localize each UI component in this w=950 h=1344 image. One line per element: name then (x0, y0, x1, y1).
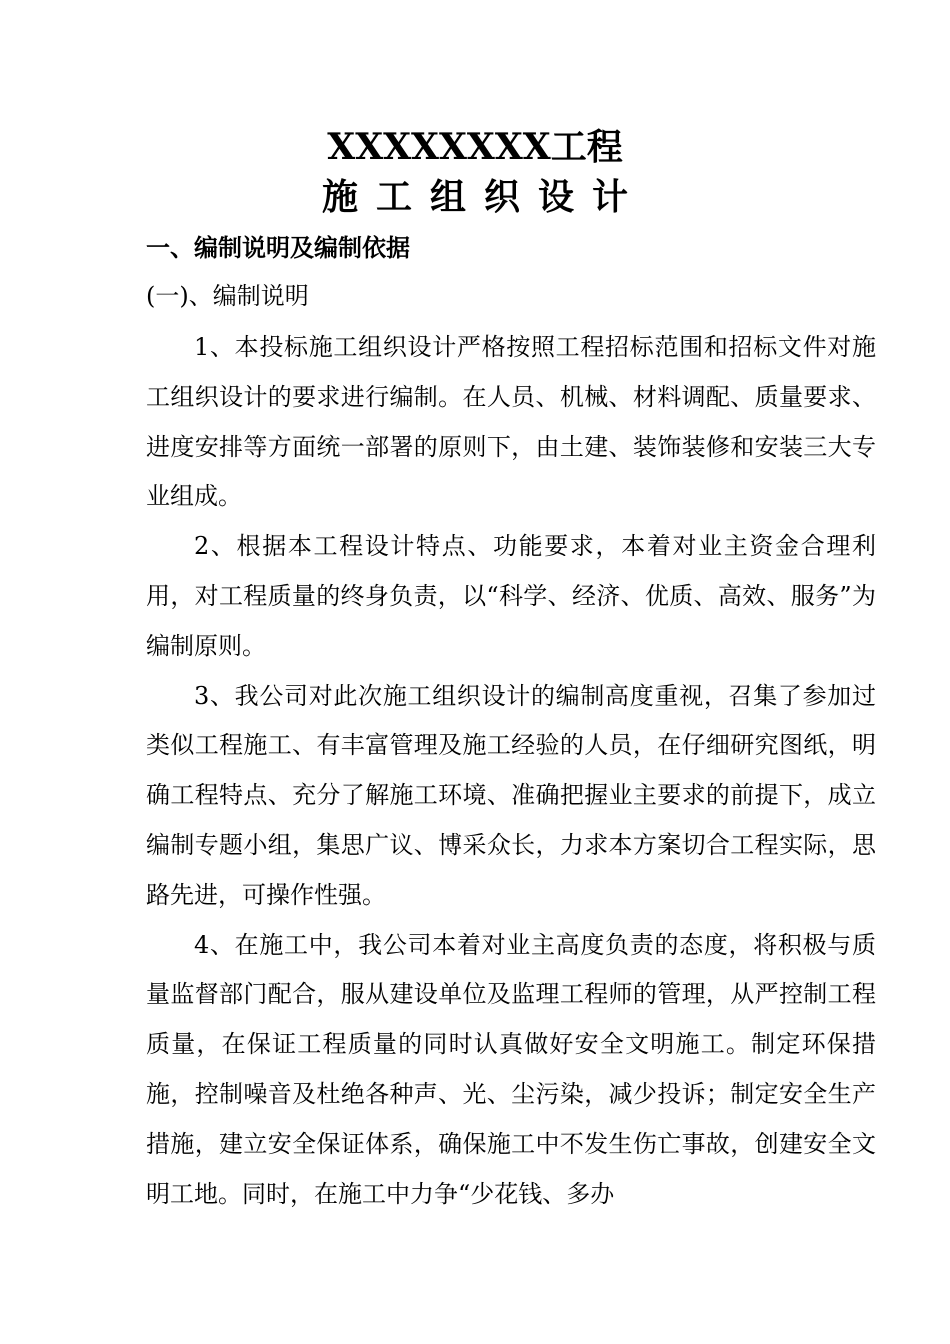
paragraph-3: 3、我公司对此次施工组织设计的编制高度重视，召集了参加过类似工程施工、有丰富管理及施工经验的人员，在仔细研究图纸，明确工程特点、充分了解施工环境、准确把握业主要求的前提下，成立编制专题小组，集思广议、博采众长，力求本方案切合工程实际，思路先进，可操作性强。 (146, 681, 876, 909)
sub-heading: (一)、编制说明 (146, 282, 309, 310)
paragraph-1: 1、本投标施工组织设计严格按照工程招标范围和招标文件对施工组织设计的要求进行编制。在人员、机械、材料调配、质量要求、进度安排等方面统一部署的原则下，由土建、装饰装修和安装三大专业组成。 (146, 333, 876, 511)
paragraph-2: 2、根据本工程设计特点、功能要求，本着对业主资金合理利用，对工程质量的终身负责，以“科学、经济、优质、高效、服务”为编制原则。 (146, 532, 876, 660)
paragraph-4: 4、在施工中，我公司本着对业主高度负责的态度，将积极与质量监督部门配合，服从建设单位及监理工程师的管理，从严控制工程质量，在保证工程质量的同时认真做好安全文明施工。制定环保措施，控制噪音及杜绝各种声、光、尘污染，减少投诉；制定安全生产措施，建立安全保证体系，确保施工中不发生伤亡事故，创建安全文明工地。同时，在施工中力争“少花钱、多办 (146, 930, 876, 1208)
body-text (146, 323, 876, 1219)
document-title: XXXXXXXX工程 (327, 126, 623, 168)
document-subtitle: 施工组织设计 (321, 176, 646, 218)
section-heading: 一、编制说明及编制依据 (146, 233, 410, 262)
